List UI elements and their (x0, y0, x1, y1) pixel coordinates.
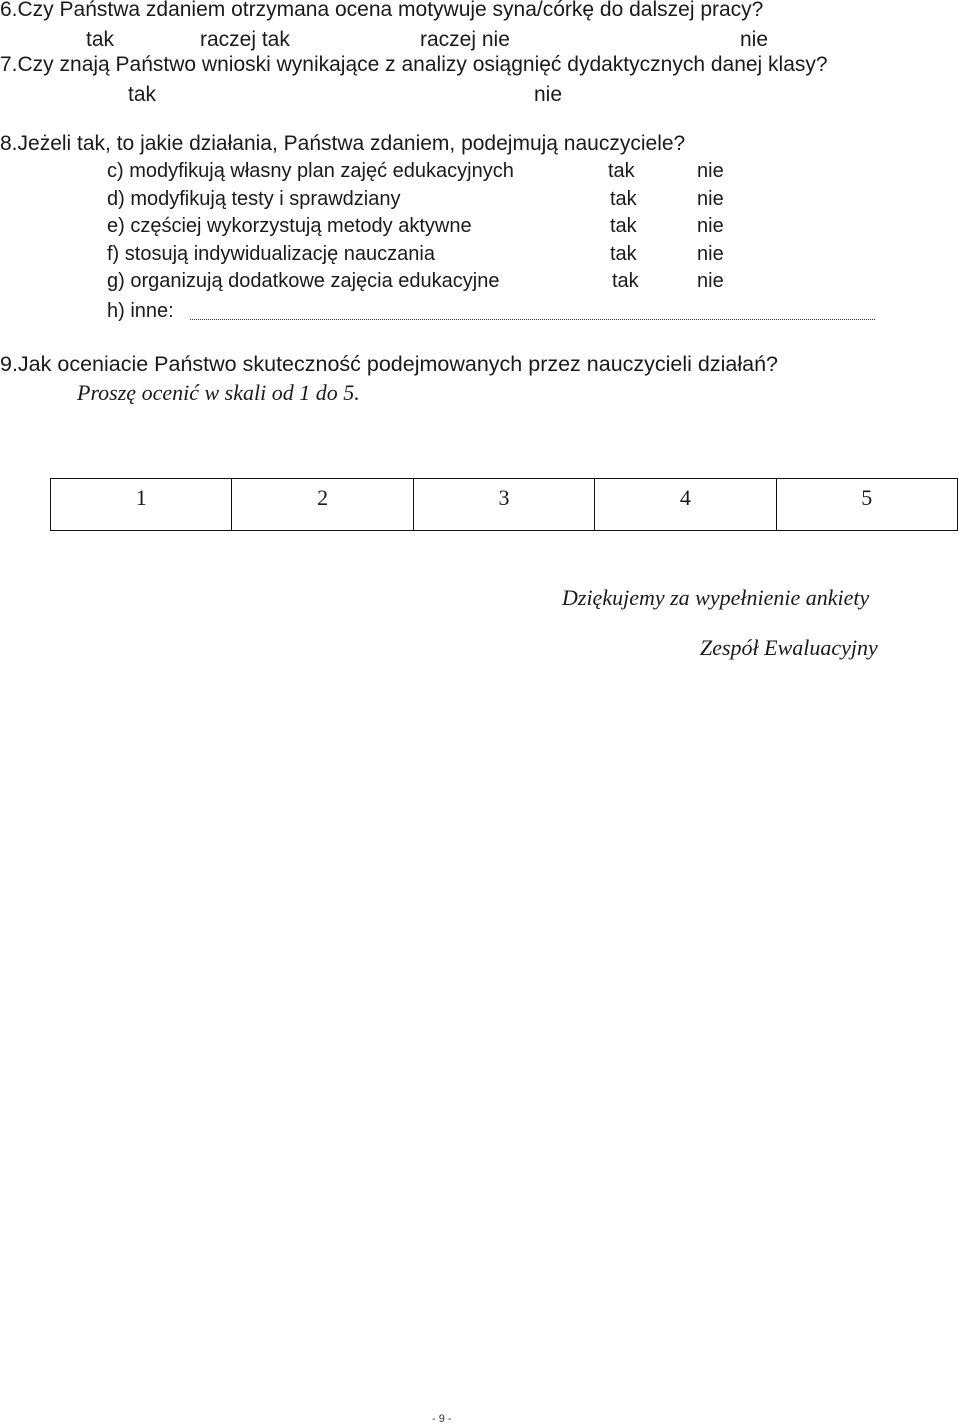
q8-item-g-label: g) organizują dodatkowe zajęcia edukacyjne (107, 270, 500, 292)
q8-item-d-nie[interactable]: nie (697, 188, 724, 210)
q8-item-f-label: f) stosują indywidualizację nauczania (107, 243, 435, 265)
q8-item-e-tak[interactable]: tak (610, 215, 637, 237)
q8-item-h-label: h) inne: (107, 300, 174, 322)
q8-item-f-nie[interactable]: nie (697, 243, 724, 265)
rating-scale-table (50, 478, 958, 531)
q6-option-nie[interactable]: nie (740, 28, 769, 51)
q8-item-d-tak[interactable]: tak (610, 188, 637, 210)
q8-item-c-tak[interactable]: tak (608, 160, 635, 182)
thanks-text: Dziękujemy za wypełnienie ankiety (562, 585, 870, 610)
q7-option-tak[interactable]: tak (128, 83, 157, 106)
q8-item-g-tak[interactable]: tak (612, 270, 639, 292)
page-number: - 9 - (432, 1413, 452, 1425)
question-7-text: 7.Czy znają Państwo wnioski wynikające z analizy osiągnięć dydaktycznych danej klasy? (0, 53, 828, 76)
q8-other-answer-line[interactable] (190, 319, 875, 320)
rating-cell-3[interactable]: 3 (413, 479, 594, 531)
q7-option-nie[interactable]: nie (534, 83, 563, 106)
question-8-text: 8.Jeżeli tak, to jakie działania, Państwa zdaniem, podejmują nauczyciele? (0, 132, 686, 155)
q8-item-e-nie[interactable]: nie (697, 215, 724, 237)
q8-item-g-nie[interactable]: nie (697, 270, 724, 292)
rating-cell-1[interactable]: 1 (51, 479, 232, 531)
question-9-instruction: Proszę ocenić w skali od 1 do 5. (77, 380, 360, 405)
q8-item-e-label: e) częściej wykorzystują metody aktywne (107, 215, 472, 237)
q8-item-c-label: c) modyfikują własny plan zajęć edukacyjnych (107, 160, 514, 182)
rating-cell-5[interactable]: 5 (776, 479, 957, 531)
rating-cell-2[interactable]: 2 (232, 479, 413, 531)
q8-item-c-nie[interactable]: nie (697, 160, 724, 182)
q6-option-tak[interactable]: tak (86, 28, 115, 51)
q8-item-f-tak[interactable]: tak (610, 243, 637, 265)
q6-option-raczej-nie[interactable]: raczej nie (420, 28, 510, 51)
q8-item-d-label: d) modyfikują testy i sprawdziany (107, 188, 401, 210)
question-9-text: 9.Jak oceniacie Państwo skuteczność podejmowanych przez nauczycieli działań? (0, 352, 778, 376)
team-signature: Zespół Ewaluacyjny (700, 635, 878, 660)
q6-option-raczej-tak[interactable]: raczej tak (200, 28, 290, 51)
question-6-text: 6.Czy Państwa zdaniem otrzymana ocena motywuje syna/córkę do dalszej pracy? (0, 0, 764, 21)
rating-cell-4[interactable]: 4 (595, 479, 776, 531)
